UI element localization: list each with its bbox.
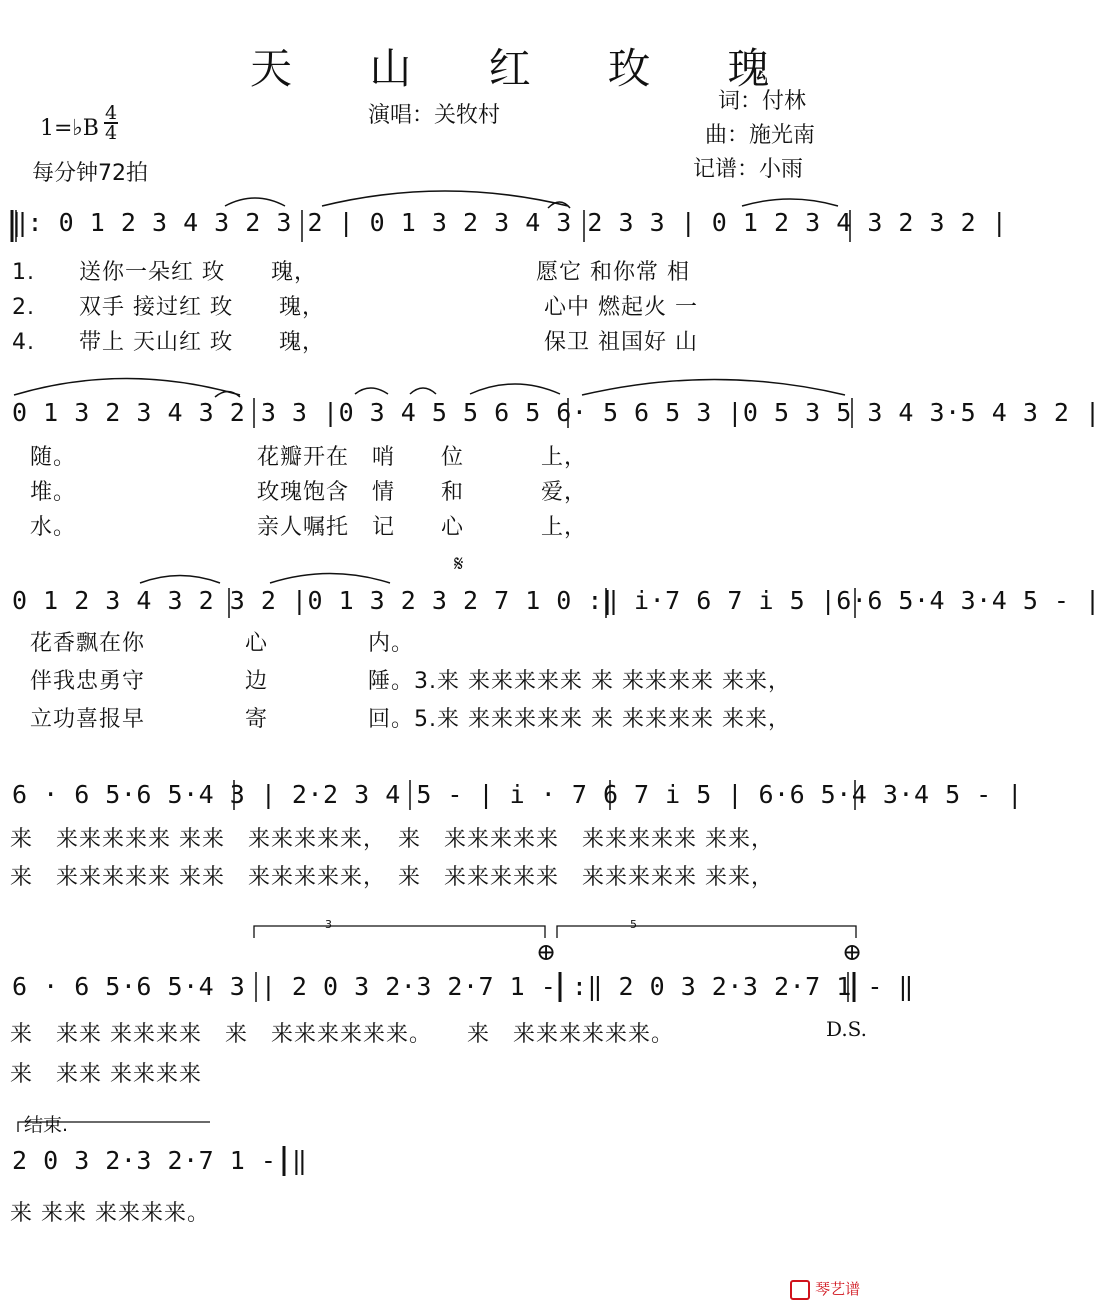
coda-sign-1: ⊕ bbox=[536, 938, 557, 966]
slur bbox=[270, 574, 390, 584]
row2-notes: 0 1 3 2 3 4 3 2 3 3 |0 3 4 5 5 6 5 6· 5 6 5 3 |0 5 3 5 3 4 3·5 4 3 2 | bbox=[12, 398, 1101, 427]
verse-text: 送你一朵红 玫 瑰， 愿它 和你常 相 bbox=[79, 260, 690, 285]
ending-label: 结束. bbox=[24, 1114, 69, 1136]
row3-notes: 0 1 2 3 4 3 2 3 2 |0 1 3 2 3 2 7 1 0 :‖ i·7 6 7 i 5 |6·6 5·4 3·4 5 - | bbox=[12, 586, 1101, 615]
transcriber-credit: 记谱：小雨 bbox=[693, 157, 804, 182]
slur bbox=[140, 576, 220, 584]
row5-lyric-2: 来 来来 来来来来 bbox=[10, 1062, 202, 1087]
watermark-text: 琴艺谱 bbox=[815, 1280, 861, 1298]
row2-lyric-2: 堆。 玫瑰饱含 情 和 爱， bbox=[30, 480, 587, 505]
row1-notes: ‖: 0 1 2 3 4 3 2 3 2 | 0 1 3 2 3 4 3 2 3 3 | 0 1 2 3 4 3 2 3 2 | bbox=[12, 208, 1008, 237]
volta-1-label: 3 bbox=[325, 918, 332, 931]
verse-number: 2. bbox=[12, 295, 35, 320]
row2-lyric-3: 水。 亲人嘱托 记 心 上， bbox=[30, 515, 587, 540]
row6-lyric: 来 来来 来来来来。 bbox=[10, 1201, 210, 1226]
verse-number: 4. bbox=[12, 330, 35, 355]
time-bottom: 4 bbox=[104, 122, 118, 144]
coda-sign-2: ⊕ bbox=[842, 938, 863, 966]
singer-credit: 演唱：关牧村 bbox=[368, 103, 501, 128]
row4-lyric-1: 来 来来来来来 来来 来来来来来， 来 来来来来来 来来来来来 来来， bbox=[10, 827, 774, 852]
volta-2-label: 5 bbox=[630, 918, 637, 931]
row5-notes: 6 · 6 5·6 5·4 3 | 2 0 3 2·3 2·7 1 - :‖ 2 0 3 2·3 2·7 1 - ‖ bbox=[12, 972, 914, 1001]
row1-verse2 bbox=[12, 290, 698, 321]
slur bbox=[742, 199, 838, 206]
slur bbox=[225, 198, 285, 206]
row1-verse1 bbox=[12, 255, 690, 286]
slur bbox=[410, 388, 436, 394]
song-title: 天 山 红 玫 瑰 bbox=[250, 44, 802, 93]
row6-notes: 2 0 3 2·3 2·7 1 - ‖ bbox=[12, 1146, 308, 1175]
watermark bbox=[790, 1278, 860, 1300]
row4-notes: 6 · 6 5·6 5·4 3 | 2·2 3 4 5 - | i · 7 6 7 i 5 | 6·6 5·4 3·4 5 - | bbox=[12, 780, 1023, 809]
slur bbox=[322, 191, 568, 206]
row3-lyric-3: 立功喜报早 寄 回。5.来 来来来来来 来 来来来来 来来， bbox=[30, 707, 791, 732]
row3-lyric-2: 伴我忠勇守 边 陲。3.来 来来来来来 来 来来来来 来来， bbox=[30, 669, 791, 694]
lyricist-credit: 词：付林 bbox=[718, 89, 807, 114]
key-signature: 1=♭B bbox=[40, 116, 99, 141]
tempo-marking: 每分钟72拍 bbox=[32, 161, 148, 186]
slur bbox=[14, 379, 240, 396]
verse-text: 双手 接过红 玫 瑰， 心中 燃起火 一 bbox=[79, 295, 698, 320]
slur bbox=[470, 384, 560, 394]
segno-sign: 𝄋 bbox=[454, 552, 464, 577]
watermark-logo-icon bbox=[790, 1280, 810, 1300]
verse-text: 带上 天山红 玫 瑰， 保卫 祖国好 山 bbox=[79, 330, 698, 355]
time-top: 4 bbox=[104, 102, 118, 124]
slur bbox=[355, 388, 388, 394]
verse-number: 1. bbox=[12, 260, 35, 285]
slur bbox=[215, 392, 240, 398]
time-signature bbox=[104, 104, 118, 142]
row2-lyric-1: 随。 花瓣开在 哨 位 上， bbox=[30, 445, 587, 470]
row5-lyric-1: 来 来来 来来来来 来 来来来来来来。 来 来来来来来来。 bbox=[10, 1022, 674, 1047]
row4-lyric-2: 来 来来来来来 来来 来来来来来， 来 来来来来来 来来来来来 来来， bbox=[10, 865, 774, 890]
composer-credit: 曲：施光南 bbox=[705, 123, 816, 148]
row1-verse4 bbox=[12, 325, 698, 356]
dal-segno-marking: D.S. bbox=[826, 1017, 868, 1041]
slur bbox=[582, 380, 845, 396]
row3-lyric-1: 花香飘在你 心 内。 bbox=[30, 631, 414, 656]
